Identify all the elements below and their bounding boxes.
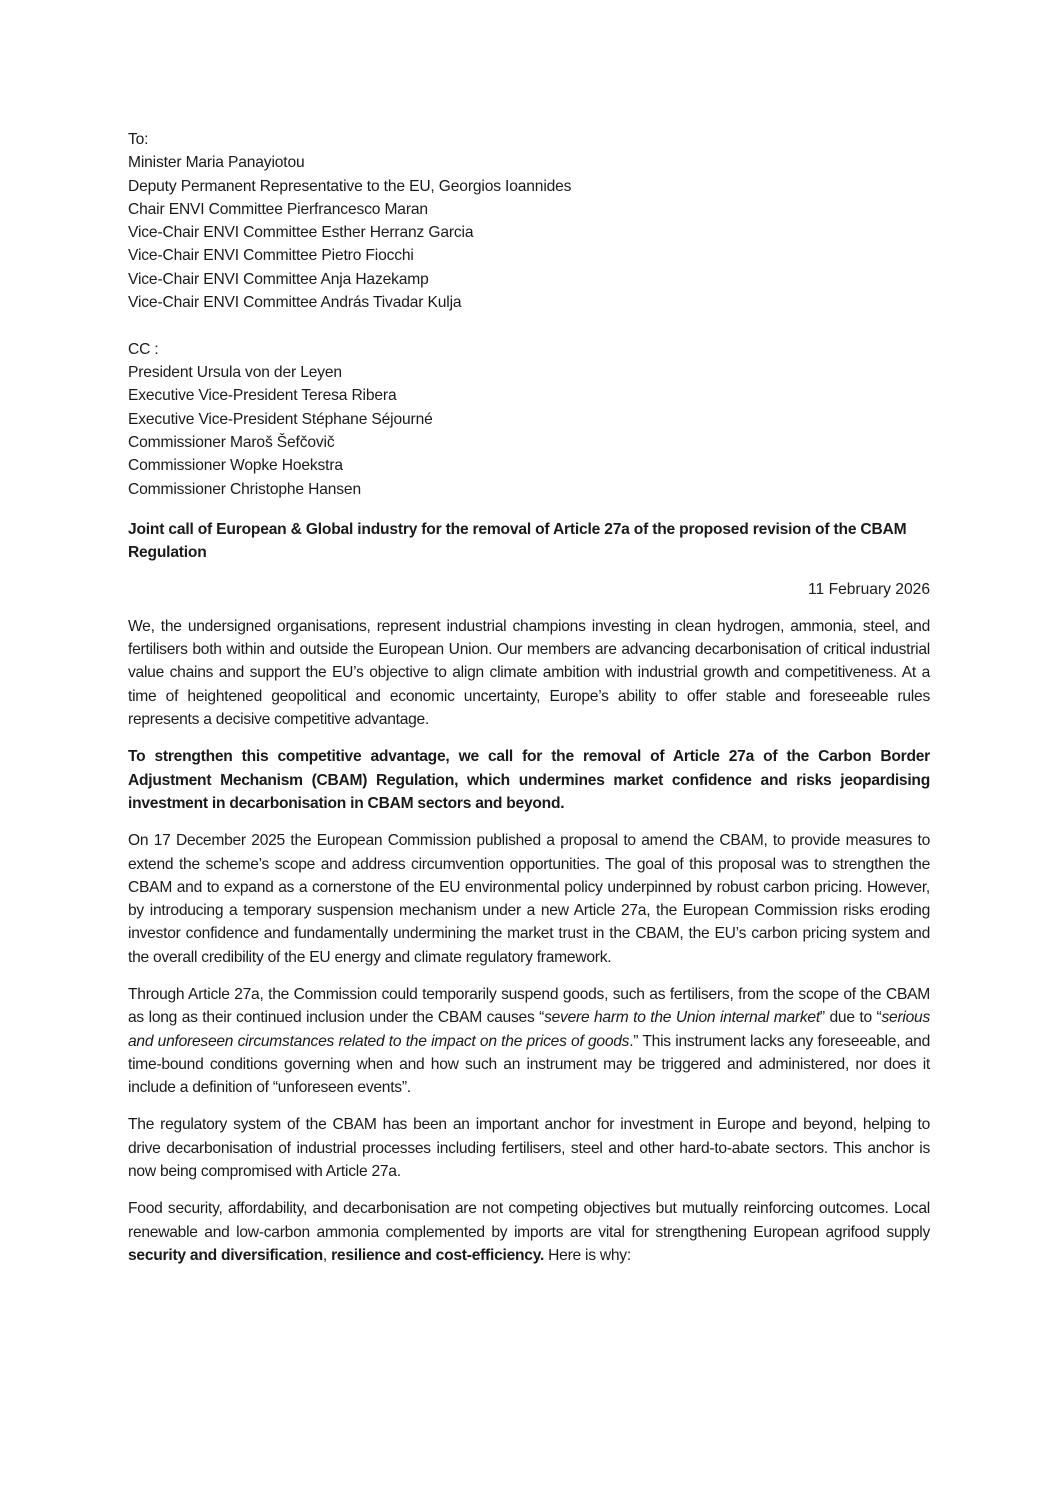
text-run: Food security, affordability, and decarbonisation are not competing objectives but mutually reinforcing outcomes. Local renewable and low-carbon ammonia complemented by imports are vital for strengthening European agrifood supply (128, 1200, 930, 1241)
cc-recipient: Commissioner Maroš Šefčovič (128, 434, 335, 452)
paragraph-regulatory-anchor: The regulatory system of the CBAM has been an important anchor for investment in Europe and beyond, helping to drive decarbonisation of industrial processes including fertilisers, steel and other hard-to-abate sectors. This anchor is now being compromised with Article 27a. (128, 1116, 930, 1181)
emphasis-security: security and diversification (128, 1246, 323, 1264)
cc-recipient: Commissioner Wopke Hoekstra (128, 457, 343, 475)
recipient: Vice-Chair ENVI Committee Anja Hazekamp (128, 270, 429, 288)
text-run: Through Article 27a, the Commission could temporarily suspend goods, such as fertilisers, from the scope of the CBAM as long as their continued inclusion under the CBAM causes “ (128, 986, 930, 1027)
to-label: To: (128, 131, 149, 148)
quote-unforeseen-circumstances: serious and unforeseen circumstances related to the impact on the prices of goods (128, 1009, 930, 1050)
text-run: Here is why: (544, 1246, 631, 1264)
to-recipients (128, 128, 930, 314)
paragraph-proposal-background: On 17 December 2025 the European Commission published a proposal to amend the CBAM, to provide measures to extend the scheme’s scope and address circumvention opportunities. The goal of this proposal was to strengthen the CBAM and to expand as a cornerstone of the EU environmental policy underpinned by robust carbon pricing. However, by introducing a temporary suspension mechanism under a new Article 27a, the European Commission risks eroding investor confidence and fundamentally undermining the market trust in the CBAM, the EU’s carbon pricing system and the overall credibility of the EU energy and climate regulatory framework. (128, 832, 930, 966)
paragraph-food-security (128, 1197, 930, 1267)
text-run: .” This instrument lacks any foreseeable, and time-bound conditions governing when and how such an instrument may be triggered and administered, nor does it include a definition of “unforeseen events”. (128, 1032, 930, 1097)
cc-label: CC : (128, 340, 159, 358)
recipient: Deputy Permanent Representative to the EU, Georgios Ioannides (128, 177, 572, 195)
cc-recipient: President Ursula von der Leyen (128, 364, 342, 382)
cc-recipients (128, 338, 930, 501)
cc-recipient: Executive Vice-President Teresa Ribera (128, 387, 397, 405)
recipient: Minister Maria Panayiotou (128, 154, 305, 172)
spacer (128, 314, 930, 338)
paragraph-call-to-action: To strengthen this competitive advantage, we call for the removal of Article 27a of the Carbon Border Adjustment Mechanism (CBAM) Regulation, which undermines market confidence and risks jeopardising investment in decarbonisation in CBAM sectors and beyond. (128, 748, 930, 812)
recipient: Chair ENVI Committee Pierfrancesco Maran (128, 200, 428, 218)
text-run: , (322, 1246, 332, 1264)
emphasis-resilience: resilience and cost-efficiency. (331, 1246, 545, 1264)
paragraph-intro: We, the undersigned organisations, represent industrial champions investing in clean hydrogen, ammonia, steel, and fertilisers both within and outside the European Union. Our members are advancing decarbonisation of critical industrial value chains and support the EU’s objective to align climate ambition with industrial growth and competitiveness. At a time of heightened geopolitical and economic uncertainty, Europe’s ability to offer stable and foreseeable rules represents a decisive competitive advantage. (128, 617, 930, 729)
paragraph-article-27a (128, 983, 930, 1099)
letter-title: Joint call of European & Global industry for the removal of Article 27a of the proposed revision of the CBAM Regulation (128, 520, 907, 562)
recipient: Vice-Chair ENVI Committee Pietro Fiocchi (128, 247, 414, 265)
letter-page (128, 128, 930, 1267)
recipient: Vice-Chair ENVI Committee Esther Herranz Garcia (128, 224, 474, 242)
cc-recipient: Commissioner Christophe Hansen (128, 480, 361, 498)
recipient: Vice-Chair ENVI Committee András Tivadar Kulja (128, 294, 462, 312)
quote-severe-harm: severe harm to the Union internal market (544, 1009, 820, 1027)
cc-recipient: Executive Vice-President Stéphane Séjourné (128, 410, 433, 428)
text-run: ” due to “ (819, 1009, 882, 1027)
letter-date: 11 February 2026 (808, 580, 930, 598)
